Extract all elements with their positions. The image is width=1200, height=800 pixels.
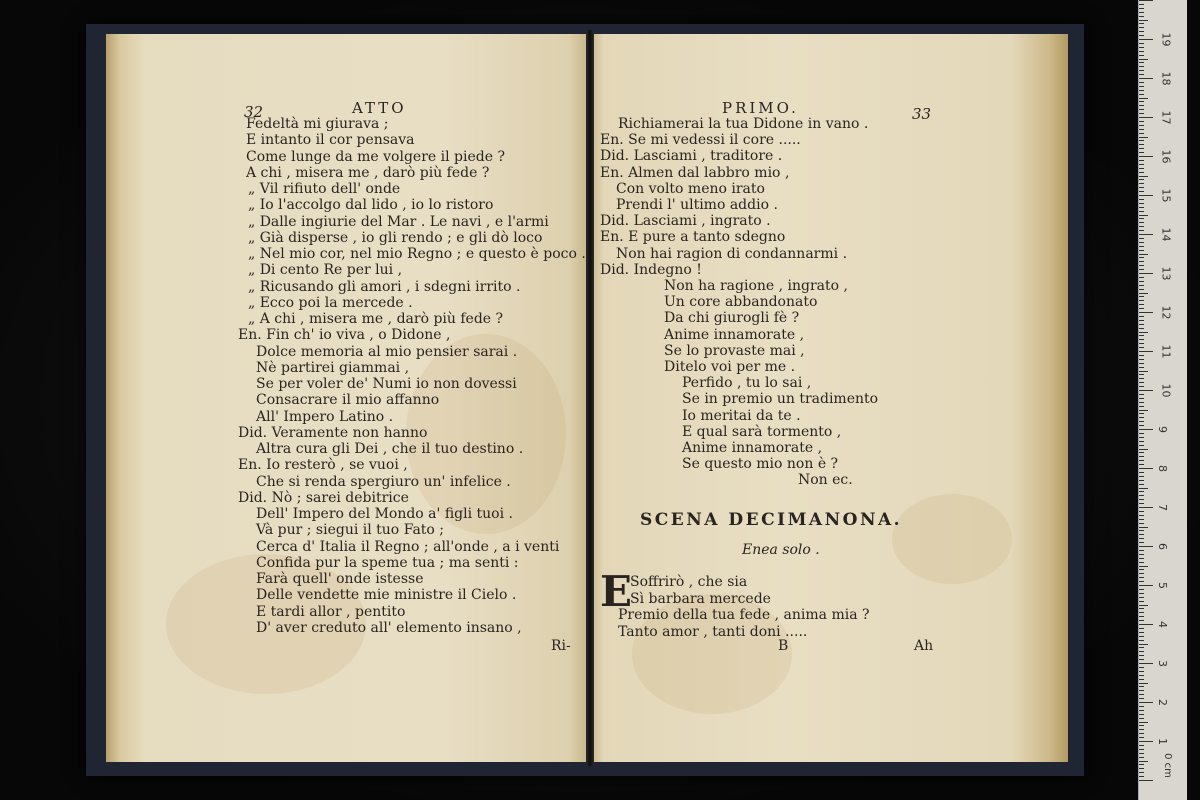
ruler-tick bbox=[1139, 569, 1144, 570]
ruler-tick bbox=[1139, 285, 1144, 286]
ruler-tick bbox=[1139, 172, 1144, 173]
ruler-tick bbox=[1139, 148, 1144, 149]
ruler-tick bbox=[1139, 772, 1144, 773]
text-line: Perfido , tu lo sai , bbox=[682, 375, 812, 392]
ruler-tick bbox=[1139, 468, 1153, 469]
ruler-tick bbox=[1139, 597, 1144, 598]
text-line: Confida pur la speme tua ; ma senti : bbox=[256, 554, 519, 571]
ruler-tick bbox=[1139, 624, 1153, 625]
ruler-tick bbox=[1139, 452, 1144, 453]
paper-stain bbox=[892, 494, 1012, 584]
ruler-label: 13 bbox=[1159, 266, 1173, 281]
ruler-label: 9 bbox=[1156, 426, 1169, 433]
ruler-tick bbox=[1139, 74, 1144, 75]
ruler-tick bbox=[1139, 183, 1144, 184]
text-line: Sì barbara mercede bbox=[630, 590, 771, 607]
ruler-label: 2 bbox=[1156, 699, 1169, 706]
ruler-tick bbox=[1139, 628, 1144, 629]
drop-cap: E bbox=[600, 567, 633, 616]
ruler-tick bbox=[1139, 144, 1144, 145]
ruler-tick bbox=[1139, 86, 1144, 87]
ruler-tick bbox=[1139, 417, 1144, 418]
ruler-tick bbox=[1139, 546, 1153, 547]
text-line: Se in premio un tradimento bbox=[682, 391, 879, 408]
text-line: Fedeltà mi giurava ; bbox=[246, 116, 389, 132]
ruler-tick bbox=[1139, 402, 1144, 403]
paper-stain bbox=[406, 334, 566, 534]
scene-subtitle: Enea solo . bbox=[742, 542, 820, 558]
text-line: Con volto meno irato bbox=[616, 180, 765, 197]
ruler-tick bbox=[1139, 406, 1144, 407]
ruler-tick bbox=[1139, 101, 1144, 102]
ruler-tick bbox=[1139, 215, 1148, 216]
ruler-tick bbox=[1139, 542, 1144, 543]
ruler-tick bbox=[1139, 382, 1144, 383]
ruler-tick bbox=[1139, 339, 1144, 340]
ruler-tick bbox=[1139, 47, 1144, 48]
ruler-tick bbox=[1139, 722, 1148, 723]
ruler-tick bbox=[1139, 273, 1153, 274]
ruler-tick bbox=[1139, 476, 1144, 477]
ruler-tick bbox=[1139, 133, 1144, 134]
ruler-tick bbox=[1139, 421, 1144, 422]
ruler-tick bbox=[1139, 316, 1144, 317]
ruler-tick bbox=[1139, 558, 1144, 559]
ruler-tick bbox=[1139, 515, 1144, 516]
text-line: Farà quell' onde istesse bbox=[256, 571, 424, 587]
ruler-tick bbox=[1139, 733, 1144, 734]
ruler-tick bbox=[1139, 137, 1148, 138]
ruler-tick bbox=[1139, 488, 1148, 489]
ruler-tick bbox=[1139, 308, 1144, 309]
ruler-tick bbox=[1139, 566, 1148, 567]
ruler-tick bbox=[1139, 363, 1144, 364]
ruler-tick bbox=[1139, 238, 1144, 239]
text-line: „ Dalle ingiurie del Mar . Le navi , e l'armi bbox=[248, 213, 549, 230]
text-line: Dolce memoria al mio pensier sarai . bbox=[256, 343, 518, 360]
ruler-tick bbox=[1139, 640, 1144, 641]
ruler-tick bbox=[1139, 187, 1144, 188]
ruler-tick bbox=[1139, 464, 1144, 465]
text-line: Ditelo voi per me . bbox=[664, 359, 796, 375]
ruler-tick bbox=[1139, 499, 1144, 500]
ruler-tick bbox=[1139, 441, 1144, 442]
ruler-tick bbox=[1139, 768, 1144, 769]
ruler-tick bbox=[1139, 659, 1144, 660]
ruler-tick bbox=[1139, 449, 1148, 450]
ruler-tick bbox=[1139, 257, 1144, 258]
ruler-tick bbox=[1139, 757, 1144, 758]
ruler-tick bbox=[1139, 749, 1144, 750]
ruler-tick bbox=[1139, 433, 1144, 434]
ruler-tick bbox=[1139, 753, 1144, 754]
ruler-tick bbox=[1139, 191, 1144, 192]
ruler-tick bbox=[1139, 304, 1144, 305]
ruler-tick bbox=[1139, 620, 1144, 621]
ruler-tick bbox=[1139, 371, 1148, 372]
ruler-tick bbox=[1139, 226, 1144, 227]
ruler-tick bbox=[1139, 675, 1144, 676]
ruler-tick bbox=[1139, 211, 1144, 212]
ruler-tick bbox=[1139, 523, 1144, 524]
ruler-tick bbox=[1139, 351, 1153, 352]
ruler-tick bbox=[1139, 511, 1144, 512]
text-line: D' aver creduto all' elemento insano , bbox=[256, 619, 522, 636]
ruler-tick bbox=[1139, 367, 1144, 368]
ruler-tick bbox=[1139, 776, 1144, 777]
ruler-label: 4 bbox=[1156, 621, 1169, 628]
ruler-tick bbox=[1139, 686, 1144, 687]
ruler-tick bbox=[1139, 550, 1144, 551]
ruler-tick bbox=[1139, 374, 1144, 375]
text-line: Cerca d' Italia il Regno ; all'onde , a i venti bbox=[256, 538, 560, 555]
ruler-tick bbox=[1139, 616, 1144, 617]
ruler-tick bbox=[1139, 0, 1153, 1]
ruler-tick bbox=[1139, 105, 1144, 106]
ruler-tick bbox=[1139, 140, 1144, 141]
ruler-tick bbox=[1139, 460, 1144, 461]
text-line: „ Vil rifiuto dell' onde bbox=[248, 181, 401, 197]
ruler-tick bbox=[1139, 125, 1144, 126]
right-running-header: PRIMO. bbox=[722, 99, 799, 117]
text-line: Consacrare il mio affanno bbox=[256, 392, 440, 409]
ruler-label: 14 bbox=[1159, 227, 1173, 242]
text-line: A chi , misera me , darò più fede ? bbox=[246, 164, 490, 181]
text-line: „ Ecco poi la mercede . bbox=[248, 294, 413, 311]
text-line: „ A chi , misera me , darò più fede ? bbox=[248, 311, 504, 327]
text-line: Non ha ragione , ingrato , bbox=[664, 278, 848, 294]
ruler-tick bbox=[1139, 737, 1144, 738]
ruler-tick bbox=[1139, 324, 1144, 325]
ruler-tick bbox=[1139, 390, 1153, 391]
ruler-tick bbox=[1139, 16, 1144, 17]
text-line: Prendi l' ultimo addio . bbox=[616, 197, 778, 213]
ruler-tick bbox=[1139, 347, 1144, 348]
ruler-tick bbox=[1139, 168, 1144, 169]
ruler-tick bbox=[1139, 300, 1144, 301]
text-line: Da chi giurogli fè ? bbox=[664, 310, 800, 327]
ruler-tick bbox=[1139, 581, 1144, 582]
text-line: All' Impero Latino . bbox=[256, 408, 394, 425]
text-line: Dell' Impero del Mondo a' figli tuoi . bbox=[256, 506, 513, 522]
ruler-tick bbox=[1139, 98, 1148, 99]
ruler-tick bbox=[1139, 156, 1153, 157]
ruler-tick bbox=[1139, 59, 1148, 60]
text-line: Did. Lasciami , ingrato . bbox=[600, 213, 771, 230]
ruler-tick bbox=[1139, 66, 1144, 67]
ruler-label: 16 bbox=[1159, 149, 1173, 164]
text-line: Io meritai da te . bbox=[682, 407, 801, 424]
ruler-tick bbox=[1139, 632, 1144, 633]
left-running-header: ATTO bbox=[352, 99, 407, 117]
ruler-tick bbox=[1139, 343, 1144, 344]
text-line: Did. Nò ; sarei debitrice bbox=[238, 489, 409, 506]
ruler-tick bbox=[1139, 745, 1144, 746]
ruler-tick bbox=[1139, 780, 1153, 781]
ruler-tick bbox=[1139, 437, 1144, 438]
ruler-tick bbox=[1139, 199, 1144, 200]
ruler-tick bbox=[1139, 265, 1144, 266]
ruler-tick bbox=[1139, 714, 1144, 715]
ruler-tick bbox=[1139, 612, 1144, 613]
ruler-tick bbox=[1139, 647, 1144, 648]
ruler-tick bbox=[1139, 554, 1144, 555]
ruler-tick bbox=[1139, 484, 1144, 485]
ruler-tick bbox=[1139, 70, 1144, 71]
ruler-tick bbox=[1139, 683, 1148, 684]
ruler-tick bbox=[1139, 741, 1153, 742]
text-line: Se per voler de' Numi io non dovessi bbox=[256, 376, 517, 392]
ruler-tick bbox=[1139, 585, 1153, 586]
ruler-tick bbox=[1139, 761, 1148, 762]
right-page-number: 33 bbox=[912, 105, 932, 123]
text-line: En. Fin ch' io viva , o Didone , bbox=[238, 327, 451, 344]
ruler-tick bbox=[1139, 702, 1153, 703]
text-line: „ Già disperse , io gli rendo ; e gli dò loco bbox=[248, 229, 543, 246]
ruler-tick bbox=[1139, 62, 1144, 63]
ruler-tick bbox=[1139, 234, 1153, 235]
text-line: Soffrirò , che sia bbox=[630, 574, 748, 590]
text-line: Tanto amor , tanti doni ..... bbox=[618, 623, 808, 640]
ruler-label: 6 bbox=[1156, 543, 1169, 550]
ruler-tick bbox=[1139, 410, 1148, 411]
ruler-tick bbox=[1139, 698, 1144, 699]
book-gutter bbox=[586, 30, 594, 766]
text-line: Come lunge da me volgere il piede ? bbox=[246, 148, 505, 165]
ruler-tick bbox=[1139, 577, 1144, 578]
ruler-label: 3 bbox=[1156, 660, 1169, 667]
ruler-label: 18 bbox=[1159, 71, 1173, 86]
ruler-tick bbox=[1139, 605, 1148, 606]
ruler-tick bbox=[1139, 472, 1144, 473]
text-line: „ Di cento Re per lui , bbox=[248, 262, 403, 279]
ruler-tick bbox=[1139, 121, 1144, 122]
ruler-tick bbox=[1139, 398, 1144, 399]
ruler-tick bbox=[1139, 445, 1144, 446]
ruler-tick bbox=[1139, 725, 1144, 726]
ruler-tick bbox=[1139, 328, 1144, 329]
ruler-tick bbox=[1139, 179, 1144, 180]
ruler-tick bbox=[1139, 729, 1144, 730]
ruler-tick bbox=[1139, 764, 1144, 765]
text-line: Delle vendette mie ministre il Cielo . bbox=[256, 587, 517, 604]
ruler-label: 17 bbox=[1159, 110, 1173, 125]
text-line: Non ec. bbox=[798, 472, 853, 489]
ruler-tick bbox=[1139, 246, 1144, 247]
ruler-tick bbox=[1139, 507, 1153, 508]
ruler-tick bbox=[1139, 562, 1144, 563]
ruler-tick bbox=[1139, 694, 1144, 695]
ruler-tick bbox=[1139, 480, 1144, 481]
ruler-tick bbox=[1139, 644, 1148, 645]
ruler-tick bbox=[1139, 218, 1144, 219]
ruler-tick bbox=[1139, 312, 1153, 313]
text-line: Anime innamorate , bbox=[682, 440, 823, 456]
ruler-tick bbox=[1139, 690, 1144, 691]
ruler-tick bbox=[1139, 195, 1153, 196]
text-line: Nè partirei giammai , bbox=[256, 359, 410, 376]
ruler-tick bbox=[1139, 51, 1144, 52]
ruler-tick bbox=[1139, 608, 1144, 609]
ruler-label: 11 bbox=[1159, 344, 1173, 359]
text-line: Did. Veramente non hanno bbox=[238, 424, 428, 441]
ruler-tick bbox=[1139, 593, 1144, 594]
ruler-tick bbox=[1139, 8, 1144, 9]
ruler-tick bbox=[1139, 456, 1144, 457]
ruler-tick bbox=[1139, 651, 1144, 652]
text-line: En. Se mi vedessi il core ..... bbox=[600, 132, 801, 149]
ruler-tick bbox=[1139, 671, 1144, 672]
ruler-tick bbox=[1139, 4, 1144, 5]
ruler-unit: 0 cm bbox=[1161, 753, 1173, 778]
ruler-label: 15 bbox=[1159, 188, 1173, 203]
ruler-tick bbox=[1139, 20, 1148, 21]
ruler-tick bbox=[1139, 320, 1144, 321]
ruler-tick bbox=[1139, 589, 1144, 590]
ruler-tick bbox=[1139, 538, 1144, 539]
scene-title: SCENA DECIMANONA. bbox=[640, 510, 903, 530]
ruler-tick bbox=[1139, 78, 1153, 79]
ruler-tick bbox=[1139, 386, 1144, 387]
ruler-tick bbox=[1139, 117, 1153, 118]
ruler-label: 12 bbox=[1159, 305, 1173, 320]
ruler-tick bbox=[1139, 113, 1144, 114]
text-line: Và pur ; siegui il tuo Fato ; bbox=[256, 522, 445, 539]
ruler-tick bbox=[1139, 679, 1144, 680]
ruler-tick bbox=[1139, 296, 1144, 297]
ruler-tick bbox=[1139, 94, 1144, 95]
text-line: Non hai ragion di condannarmi . bbox=[616, 245, 848, 262]
text-line: Un core abbandonato bbox=[664, 294, 818, 311]
ruler-tick bbox=[1139, 534, 1144, 535]
ruler-tick bbox=[1139, 601, 1144, 602]
ruler-label: 19 bbox=[1159, 32, 1173, 47]
ruler-tick bbox=[1139, 242, 1144, 243]
text-line: Anime innamorate , bbox=[664, 326, 805, 343]
text-line: Se questo mio non è ? bbox=[682, 456, 839, 473]
ruler-tick bbox=[1139, 573, 1144, 574]
ruler-tick bbox=[1139, 23, 1144, 24]
ruler-tick bbox=[1139, 655, 1144, 656]
ruler-tick bbox=[1139, 394, 1144, 395]
ruler-tick bbox=[1139, 378, 1144, 379]
text-line: Che si renda spergiuro un' infelice . bbox=[256, 473, 511, 490]
ruler-tick bbox=[1139, 35, 1144, 36]
ruler-tick bbox=[1139, 530, 1144, 531]
text-line: „ Ricusando gli amori , i sdegni irrito . bbox=[248, 278, 521, 295]
ruler-tick bbox=[1139, 335, 1144, 336]
ruler-tick bbox=[1139, 663, 1153, 664]
ruler-tick bbox=[1139, 425, 1144, 426]
ruler-tick bbox=[1139, 261, 1144, 262]
ruler-label: 1 bbox=[1156, 738, 1169, 745]
ruler-label: 7 bbox=[1156, 504, 1169, 511]
right-catchword: Ah bbox=[914, 638, 934, 654]
ruler-tick bbox=[1139, 667, 1144, 668]
ruler-tick bbox=[1139, 129, 1144, 130]
ruler-tick bbox=[1139, 413, 1144, 414]
ruler-tick bbox=[1139, 82, 1144, 83]
ruler-tick bbox=[1139, 277, 1144, 278]
text-line: „ Nel mio cor, nel mio Regno ; e questo è poco . bbox=[248, 246, 586, 262]
ruler-tick bbox=[1139, 39, 1153, 40]
ruler-tick bbox=[1139, 254, 1148, 255]
ruler-tick bbox=[1139, 429, 1153, 430]
ruler-tick bbox=[1139, 203, 1144, 204]
ruler-tick bbox=[1139, 164, 1144, 165]
ruler-tick bbox=[1139, 491, 1144, 492]
ruler-tick bbox=[1139, 495, 1144, 496]
left-catchword: Ri- bbox=[551, 638, 571, 654]
ruler-tick bbox=[1139, 281, 1144, 282]
ruler-label: 10 bbox=[1159, 383, 1173, 398]
signature-mark: B bbox=[778, 638, 789, 654]
ruler-tick bbox=[1139, 176, 1148, 177]
text-line: E tardi allor , pentito bbox=[256, 603, 406, 620]
ruler-tick bbox=[1139, 332, 1148, 333]
ruler-tick bbox=[1139, 718, 1144, 719]
text-line: Premio della tua fede , anima mia ? bbox=[618, 607, 870, 623]
text-line: Se lo provaste mai , bbox=[664, 342, 805, 359]
left-page-number: 32 bbox=[244, 103, 264, 121]
text-line: „ Io l'accolgo dal lido , io lo ristoro bbox=[248, 197, 494, 214]
ruler-tick bbox=[1139, 355, 1144, 356]
text-line: Did. Indegno ! bbox=[600, 261, 702, 278]
text-line: Altra cura gli Dei , che il tuo destino . bbox=[256, 441, 524, 457]
ruler-tick bbox=[1139, 293, 1148, 294]
ruler-tick bbox=[1139, 289, 1144, 290]
ruler-tick bbox=[1139, 12, 1144, 13]
ruler-tick bbox=[1139, 207, 1144, 208]
ruler-tick bbox=[1139, 31, 1144, 32]
text-line: En. Almen dal labbro mio , bbox=[600, 164, 790, 181]
measuring-ruler bbox=[1138, 0, 1187, 800]
ruler-tick bbox=[1139, 636, 1144, 637]
ruler-tick bbox=[1139, 710, 1144, 711]
ruler-label: 8 bbox=[1156, 465, 1169, 472]
ruler-tick bbox=[1139, 269, 1144, 270]
text-line: En. E pure a tanto sdegno bbox=[600, 229, 786, 246]
ruler-tick bbox=[1139, 27, 1144, 28]
text-line: Did. Lasciami , traditore . bbox=[600, 148, 783, 165]
ruler-label: 5 bbox=[1156, 582, 1169, 589]
ruler-tick bbox=[1139, 359, 1144, 360]
ruler-tick bbox=[1139, 109, 1144, 110]
ruler-tick bbox=[1139, 519, 1144, 520]
ruler-tick bbox=[1139, 250, 1144, 251]
text-line: En. Io resterò , se vuoi , bbox=[238, 457, 408, 474]
ruler-tick bbox=[1139, 90, 1144, 91]
text-line: E intanto il cor pensava bbox=[246, 132, 415, 149]
ruler-tick bbox=[1139, 230, 1144, 231]
ruler-tick bbox=[1139, 43, 1144, 44]
text-line: Richiamerai la tua Didone in vano . bbox=[618, 116, 869, 132]
ruler-tick bbox=[1139, 160, 1144, 161]
ruler-tick bbox=[1139, 527, 1148, 528]
text-line: E qual sarà tormento , bbox=[682, 423, 842, 440]
ruler-tick bbox=[1139, 222, 1144, 223]
ruler-tick bbox=[1139, 55, 1144, 56]
ruler-tick bbox=[1139, 706, 1144, 707]
ruler-tick bbox=[1139, 503, 1144, 504]
ruler-tick bbox=[1139, 152, 1144, 153]
